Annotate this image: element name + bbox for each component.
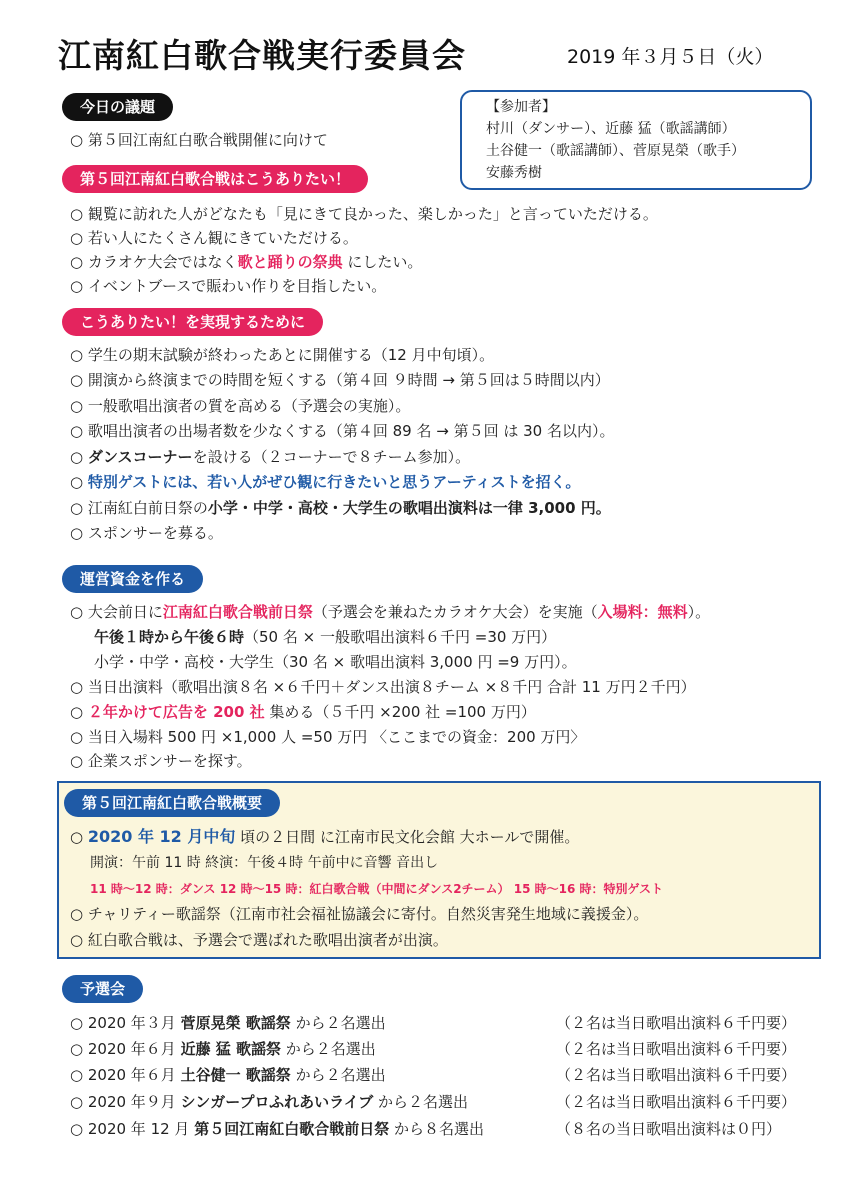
realize-badge: こうありたい！を実現するために [62,308,323,336]
realize-item: ○ 学生の期末試験が終わったあとに開催する（12 月中旬頃）。 [70,346,495,364]
participant-line: 土谷健一（歌謡講師）、菅原晃榮（歌手） [486,143,745,159]
text: から２名選出 [373,1093,469,1111]
text: にしたい。 [342,253,423,271]
text: を設ける（２コーナーで８チーム参加）。 [192,448,471,466]
text: ○ [70,703,88,721]
qualifier-row [70,1091,468,1113]
text: ○ 2020 年 12 月 [70,1120,195,1138]
overview-item: ○ チャリティー歌謡祭（江南市社会福祉協議会に寄付。自然災害発生地域に義援金）。 [70,905,649,923]
bold-text: 近藤 猛 歌謡祭 [180,1040,282,1058]
realize-item [70,497,611,519]
qualifier-row [70,1118,484,1140]
funding-item: ○ 当日出演料（歌唱出演８名 ×６千円＋ダンス出演８チーム ×８千円 合計 11 万円２千円） [70,678,696,696]
qualifier-row [70,1012,386,1034]
realize-item: ○ 歌唱出演者の出場者数を少なくする（第４回 89 名 → 第５回 は 30 名以内）。 [70,422,615,440]
text: 頃の２日間 に江南市民文化会館 大ホールで開催。 [235,828,580,846]
funding-item: ○ 当日入場料 500 円 ×1,000 人 =50 万円 〈ここまでの資金：200 万円〉 [70,728,586,746]
funding-item [70,601,710,623]
bold-text: 土谷健一 歌謡祭 [180,1066,291,1084]
bold-text: 菅原晃榮 歌謡祭 [180,1014,291,1032]
bold-text: 午後１時から午後６時 [94,628,245,646]
qualifier-row [70,1064,386,1086]
text: ○ 江南紅白前日祭の [70,499,208,517]
participant-line: 村川（ダンサー）、近藤 猛（歌謡講師） [486,121,736,137]
realize-item [70,446,470,468]
highlight-text: 歌と踊りの祭典 [237,253,343,271]
overview-item: ○ 紅白歌合戦は、予選会で選ばれた歌唱出演者が出演。 [70,931,448,949]
text: から２名選出 [290,1066,386,1084]
funding-badge: 運営資金を作る [62,565,203,593]
funding-item [70,701,536,723]
text: 集める（５千円 ×200 社 =100 万円） [264,703,536,721]
bold-text: シンガープロふれあいライブ [180,1093,374,1111]
text: ○ [70,448,88,466]
participant-line: 安藤秀樹 [486,165,542,181]
qualifier-row [70,1038,376,1060]
text: ○ 2020 年６月 [70,1040,181,1058]
text: ○ 2020 年９月 [70,1093,181,1111]
qualifier-note: （２名は当日歌唱出演料６千円要） [556,1066,797,1084]
meeting-date: 2019 年３月５日（火） [567,46,774,68]
realize-item: ○ 一般歌唱出演者の質を高める（予選会の実施）。 [70,397,411,415]
page-title: 江南紅白歌合戦実行委員会 [58,36,466,75]
vision-item: ○ 観覧に訪れた人がどなたも「見にきて良かった、楽しかった」と言っていただける。 [70,205,658,223]
overview-schedule: 11 時〜12 時：ダンス 12 時〜15 時：紅白歌合戦（中間にダンス2チーム） 15 時〜16 時：特別ゲスト [90,882,664,896]
text: ○ カラオケ大会ではなく [70,253,238,271]
funding-item: ○ 企業スポンサーを探す。 [70,752,252,770]
qualifier-note: （８名の当日歌唱出演料は０円） [556,1120,782,1138]
text: （50 名 × 一般歌唱出演料６千円 =30 万円） [244,628,557,646]
highlight-text: 特別ゲストには、若い人がぜひ観に行きたいと思うアーティストを招く。 [87,473,581,491]
text: ○ 2020 年６月 [70,1066,181,1084]
text: ）。 [687,603,711,621]
highlight-text: 入場料：無料 [597,603,688,621]
participants-box [460,90,812,190]
bold-text: 第５回江南紅白歌合戦前日祭 [194,1120,390,1138]
highlight-text: ２年かけて広告を 200 社 [87,703,265,721]
vision-item: ○ 若い人にたくさん観にきていただける。 [70,229,358,247]
overview-times: 開演：午前 11 時 終演：午後４時 午前中に音響 音出し [90,855,439,871]
qualifier-note: （２名は当日歌唱出演料６千円要） [556,1014,797,1032]
highlight-text: 江南紅白歌合戦前日祭 [162,603,313,621]
agenda-badge: 今日の議題 [62,93,173,121]
vision-item: ○ イベントブースで賑わい作りを目指したい。 [70,277,387,295]
overview-item [70,826,579,848]
text: ○ 2020 年３月 [70,1014,181,1032]
text: ○ [70,828,88,846]
vision-item [70,251,422,273]
realize-item: ○ スポンサーを募る。 [70,524,223,542]
text: （予選会を兼ねたカラオケ大会）を実施（ [312,603,598,621]
realize-item: ○ 開演から終演までの時間を短くする（第４回 ９時間 → 第５回は５時間以内） [70,371,610,389]
vision-badge: 第５回江南紅白歌合戦はこうありたい！ [62,165,368,193]
bold-text: ダンスコーナー [87,448,193,466]
highlight-text: 2020 年 12 月中旬 [87,827,236,846]
qualifier-badge: 予選会 [62,975,143,1003]
realize-item [70,471,580,493]
text: から８名選出 [389,1120,484,1138]
qualifier-note: （２名は当日歌唱出演料６千円要） [556,1040,797,1058]
text: ○ [70,473,88,491]
text: ○ 大会前日に [70,603,163,621]
overview-badge: 第５回江南紅白歌合戦概要 [64,789,280,817]
text: から２名選出 [281,1040,376,1058]
bold-text: 小学・中学・高校・大学生の歌唱出演料は一律 3,000 円。 [207,499,611,517]
text: から２名選出 [290,1014,386,1032]
funding-subline [94,626,556,648]
agenda-item: ○ 第５回江南紅白歌合戦開催に向けて [70,131,328,149]
qualifier-note: （２名は当日歌唱出演料６千円要） [556,1093,797,1111]
participants-heading: 【参加者】 [486,99,556,115]
funding-subline: 小学・中学・高校・大学生（30 名 × 歌唱出演料 3,000 円 =9 万円）。 [94,653,577,671]
